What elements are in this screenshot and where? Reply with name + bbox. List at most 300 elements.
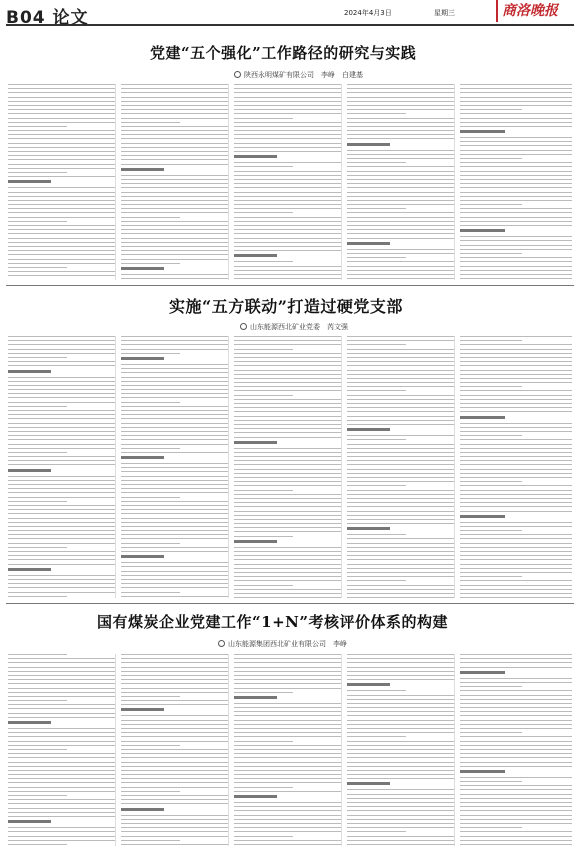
- text-line: [460, 815, 572, 816]
- text-line: [234, 523, 341, 524]
- text-line: [347, 538, 454, 539]
- text-line: [8, 778, 115, 779]
- text-line: [234, 766, 341, 767]
- text-line: [121, 118, 228, 119]
- text-line: [121, 696, 180, 697]
- text-line: [8, 126, 67, 127]
- text-line: [347, 138, 454, 139]
- article-1-byline: [234, 70, 363, 80]
- text-line: [347, 511, 454, 512]
- text-line: [121, 683, 228, 684]
- text-line: [121, 808, 164, 811]
- text-line: [121, 423, 228, 424]
- text-line: [234, 357, 341, 358]
- text-line: [8, 84, 115, 85]
- text-line: [460, 690, 572, 691]
- text-line: [121, 583, 228, 584]
- text-line: [121, 480, 228, 481]
- text-line: [460, 427, 572, 428]
- text-line: [121, 368, 228, 369]
- text-line: [347, 679, 454, 680]
- text-line: [234, 254, 277, 257]
- text-line: [121, 675, 228, 676]
- article-2-title: 实施“五方联动”打造过硬党支部: [169, 297, 403, 316]
- text-line: [8, 192, 115, 193]
- text-line: [460, 564, 572, 565]
- text-line: [8, 357, 67, 358]
- text-line: [234, 715, 341, 716]
- text-line: [121, 579, 228, 580]
- text-line: [347, 823, 454, 824]
- text-line: [8, 592, 115, 593]
- text-line: [8, 509, 115, 510]
- text-line: [8, 530, 115, 531]
- text-line: [460, 460, 572, 461]
- text-line: [121, 555, 164, 558]
- text-line: [234, 536, 293, 537]
- text-line: [347, 278, 454, 279]
- text-line: [460, 836, 572, 837]
- text-line: [460, 225, 572, 226]
- text-line: [8, 799, 115, 800]
- text-line: [234, 531, 341, 532]
- text-line: [460, 158, 522, 159]
- text-line: [121, 667, 228, 668]
- text-line: [347, 597, 454, 598]
- text-line: [8, 389, 115, 390]
- text-line: [8, 543, 115, 544]
- text-line: [347, 382, 454, 383]
- text-line: [234, 827, 341, 828]
- text-line: [121, 389, 228, 390]
- text-line: [460, 101, 572, 102]
- text-line: [347, 439, 406, 440]
- text-line: [121, 732, 228, 733]
- text-line: [121, 463, 228, 464]
- text-line: [347, 395, 454, 396]
- text-line: [234, 810, 341, 811]
- text-line: [460, 530, 522, 531]
- text-line: [460, 753, 572, 754]
- text-line: [121, 274, 228, 275]
- text-line: [234, 166, 293, 167]
- text-line: [8, 246, 115, 247]
- text-line: [8, 596, 67, 597]
- text-line: [121, 720, 228, 721]
- text-line: [460, 444, 572, 445]
- text-line: [121, 596, 228, 597]
- text-line: [234, 774, 341, 775]
- text-line: [121, 562, 228, 563]
- text-line: [460, 200, 572, 201]
- text-line: [460, 245, 572, 246]
- text-line: [234, 477, 341, 478]
- text-line: [234, 696, 277, 699]
- text-line: [347, 411, 454, 412]
- text-line: [460, 456, 572, 457]
- text-line: [121, 488, 228, 489]
- text-line: [234, 782, 341, 783]
- text-line: [121, 233, 228, 234]
- text-line: [8, 344, 115, 345]
- text-line: [460, 357, 572, 358]
- text-line: [8, 667, 115, 668]
- text-line: [460, 154, 572, 155]
- text-line: [8, 683, 115, 684]
- text-line: [460, 538, 572, 539]
- text-line: [347, 253, 454, 254]
- text-line: [460, 511, 572, 512]
- text-line: [121, 840, 180, 841]
- text-line: [347, 802, 454, 803]
- text-line: [121, 126, 228, 127]
- text-line: [121, 448, 180, 449]
- text-line: [8, 460, 115, 461]
- text-line: [234, 585, 293, 586]
- text-line: [460, 390, 572, 391]
- text-line: [234, 502, 341, 503]
- text-line: [234, 580, 341, 581]
- text-line: [234, 151, 341, 152]
- text-line: [8, 365, 115, 366]
- text-line: [347, 435, 454, 436]
- text-line: [8, 159, 115, 160]
- text-line: [460, 270, 572, 271]
- text-line: [8, 250, 115, 251]
- text-line: [234, 720, 341, 721]
- text-line: [347, 690, 406, 691]
- text-line: [8, 233, 115, 234]
- text-line: [8, 808, 115, 809]
- text-line: [8, 803, 115, 804]
- text-line: [234, 671, 341, 672]
- text-line: [460, 109, 522, 110]
- text-line: [234, 204, 341, 205]
- text-line: [234, 147, 341, 148]
- text-line: [234, 597, 341, 598]
- text-line: [347, 336, 454, 337]
- text-line: [121, 414, 228, 415]
- text-line: [347, 407, 454, 408]
- text-line: [347, 477, 454, 478]
- text-line: [8, 844, 67, 845]
- text-line: [234, 261, 293, 262]
- text-line: [8, 827, 115, 828]
- text-line: [460, 745, 572, 746]
- text-line: [460, 593, 572, 594]
- text-line: [121, 130, 228, 131]
- section-label: B04 论文: [6, 8, 89, 28]
- text-line: [234, 183, 341, 184]
- text-line: [234, 787, 293, 788]
- text-line: [8, 658, 115, 659]
- text-line: [8, 238, 115, 239]
- text-line: [347, 473, 454, 474]
- text-line: [121, 134, 228, 135]
- text-line: [234, 171, 341, 172]
- text-line: [234, 728, 341, 729]
- text-line: [8, 654, 67, 655]
- text-line: [234, 349, 293, 350]
- text-line: [8, 753, 115, 754]
- text-line: [460, 522, 572, 523]
- text-line: [460, 166, 572, 167]
- text-line: [347, 844, 454, 845]
- text-line: [460, 336, 572, 337]
- text-line: [121, 179, 228, 180]
- text-line: [121, 357, 164, 360]
- text-line: [121, 204, 228, 205]
- text-line: [8, 168, 115, 169]
- text-line: [234, 540, 277, 543]
- text-line: [234, 806, 341, 807]
- text-line: [234, 589, 341, 590]
- text-line: [347, 762, 454, 763]
- article-1-title: 党建“五个强化”工作路径的研究与实践: [150, 44, 417, 62]
- text-line: [347, 658, 454, 659]
- text-line: [8, 688, 115, 689]
- text-line: [347, 732, 454, 733]
- text-line: [121, 658, 228, 659]
- text-line: [8, 242, 115, 243]
- text-line: [121, 254, 228, 255]
- text-line: [8, 336, 115, 337]
- text-line: [347, 344, 406, 345]
- text-line: [121, 242, 228, 243]
- text-line: [8, 526, 115, 527]
- text-line: [8, 88, 115, 89]
- text-line: [8, 671, 115, 672]
- text-line: [8, 431, 115, 432]
- text-line: [347, 720, 454, 721]
- text-line: [347, 810, 454, 811]
- article-3-col: [347, 654, 455, 846]
- text-line: [121, 782, 228, 783]
- text-line: [8, 791, 115, 792]
- text-line: [234, 378, 341, 379]
- text-line: [234, 559, 341, 560]
- text-line: [347, 534, 406, 535]
- text-line: [460, 416, 505, 419]
- text-line: [234, 473, 341, 474]
- text-line: [460, 732, 522, 733]
- text-line: [8, 700, 67, 701]
- text-line: [121, 192, 228, 193]
- text-line: [121, 476, 228, 477]
- text-line: [8, 271, 115, 272]
- text-line: [121, 708, 164, 711]
- text-line: [8, 831, 115, 832]
- text-line: [460, 572, 572, 573]
- text-line: [460, 506, 572, 507]
- text-line: [234, 692, 293, 693]
- text-line: [347, 527, 390, 530]
- text-line: [347, 238, 454, 239]
- text-line: [121, 278, 228, 279]
- text-line: [460, 122, 572, 123]
- article-2-col: [121, 336, 229, 598]
- text-line: [347, 200, 454, 201]
- text-line: [460, 534, 572, 535]
- text-line: [121, 526, 228, 527]
- text-line: [460, 551, 572, 552]
- text-line: [121, 183, 228, 184]
- text-line: [8, 105, 115, 106]
- text-line: [347, 806, 454, 807]
- text-line: [8, 564, 115, 565]
- text-line: [347, 707, 454, 708]
- text-line: [347, 150, 454, 151]
- text-line: [347, 208, 406, 209]
- text-line: [460, 766, 572, 767]
- text-line: [347, 274, 454, 275]
- text-line: [347, 158, 454, 159]
- text-line: [347, 699, 454, 700]
- text-line: [234, 340, 341, 341]
- text-line: [234, 266, 341, 267]
- text-line: [460, 340, 522, 341]
- text-line: [234, 274, 341, 275]
- text-line: [121, 547, 228, 548]
- text-line: [121, 501, 228, 502]
- text-line: [460, 686, 522, 687]
- text-line: [234, 361, 341, 362]
- text-line: [121, 757, 228, 758]
- text-line: [234, 711, 341, 712]
- text-line: [8, 518, 115, 519]
- text-line: [121, 452, 228, 453]
- text-line: [8, 229, 115, 230]
- text-line: [8, 816, 115, 817]
- text-line: [121, 700, 228, 701]
- text-line: [8, 151, 115, 152]
- text-line: [234, 654, 341, 655]
- text-line: [347, 101, 454, 102]
- text-line: [8, 134, 115, 135]
- text-line: [460, 403, 572, 404]
- text-line: [8, 587, 115, 588]
- text-line: [234, 568, 341, 569]
- text-line: [347, 774, 454, 775]
- text-line: [460, 589, 572, 590]
- text-line: [460, 88, 572, 89]
- text-line: [8, 812, 115, 813]
- text-line: [460, 699, 572, 700]
- text-line: [347, 559, 454, 560]
- text-line: [460, 555, 572, 556]
- text-line: [234, 675, 341, 676]
- text-line: [121, 187, 228, 188]
- text-line: [121, 749, 228, 750]
- text-line: [234, 452, 341, 453]
- text-line: [121, 762, 228, 763]
- text-line: [121, 803, 228, 804]
- text-line: [234, 192, 341, 193]
- text-line: [347, 724, 454, 725]
- text-line: [460, 274, 572, 275]
- text-line: [347, 840, 454, 841]
- text-line: [8, 736, 115, 737]
- article-3-title: 国有煤炭企业党建工作“1+N”考核评价体系的构建: [97, 613, 448, 631]
- text-line: [347, 261, 454, 262]
- text-line: [460, 762, 572, 763]
- text-line: [121, 534, 228, 535]
- text-line: [347, 523, 454, 524]
- text-line: [234, 101, 341, 102]
- text-line: [234, 113, 341, 114]
- text-line: [347, 502, 454, 503]
- text-line: [121, 836, 228, 837]
- text-line: [460, 452, 572, 453]
- text-line: [347, 130, 454, 131]
- text-line: [8, 143, 115, 144]
- text-line: [347, 386, 454, 387]
- text-line: [8, 501, 67, 502]
- text-line: [234, 229, 341, 230]
- text-line: [8, 505, 115, 506]
- article-1-col: [460, 84, 572, 280]
- text-line: [8, 176, 115, 177]
- text-line: [347, 143, 390, 146]
- text-line: [460, 597, 572, 598]
- text-line: [121, 575, 228, 576]
- text-line: [347, 126, 454, 127]
- text-line: [121, 263, 180, 264]
- text-line: [460, 378, 572, 379]
- text-line: [234, 844, 341, 845]
- text-line: [347, 249, 454, 250]
- text-line: [460, 785, 572, 786]
- text-line: [121, 410, 228, 411]
- text-line: [347, 662, 454, 663]
- text-line: [347, 257, 406, 258]
- text-line: [460, 715, 572, 716]
- text-line: [8, 662, 115, 663]
- text-line: [460, 249, 572, 250]
- text-line: [8, 732, 115, 733]
- text-line: [347, 683, 390, 686]
- text-line: [234, 374, 341, 375]
- text-line: [347, 576, 454, 577]
- text-line: [234, 724, 341, 725]
- text-line: [234, 175, 341, 176]
- text-line: [8, 402, 115, 403]
- text-line: [121, 497, 180, 498]
- text-line: [347, 789, 454, 790]
- text-line: [234, 736, 341, 737]
- text-line: [347, 221, 454, 222]
- text-line: [121, 831, 228, 832]
- text-line: [460, 130, 505, 133]
- text-line: [347, 357, 454, 358]
- text-line: [8, 708, 115, 709]
- text-line: [234, 386, 341, 387]
- text-line: [460, 827, 522, 828]
- text-line: [234, 456, 341, 457]
- text-line: [8, 551, 115, 552]
- text-line: [347, 134, 454, 135]
- text-line: [121, 217, 180, 218]
- text-line: [8, 393, 115, 394]
- text-line: [121, 147, 228, 148]
- byline-mark-icon: [218, 640, 225, 647]
- text-line: [8, 147, 115, 148]
- text-line: [460, 662, 572, 663]
- text-line: [8, 749, 67, 750]
- text-line: [121, 823, 228, 824]
- text-line: [121, 138, 228, 139]
- text-line: [234, 382, 341, 383]
